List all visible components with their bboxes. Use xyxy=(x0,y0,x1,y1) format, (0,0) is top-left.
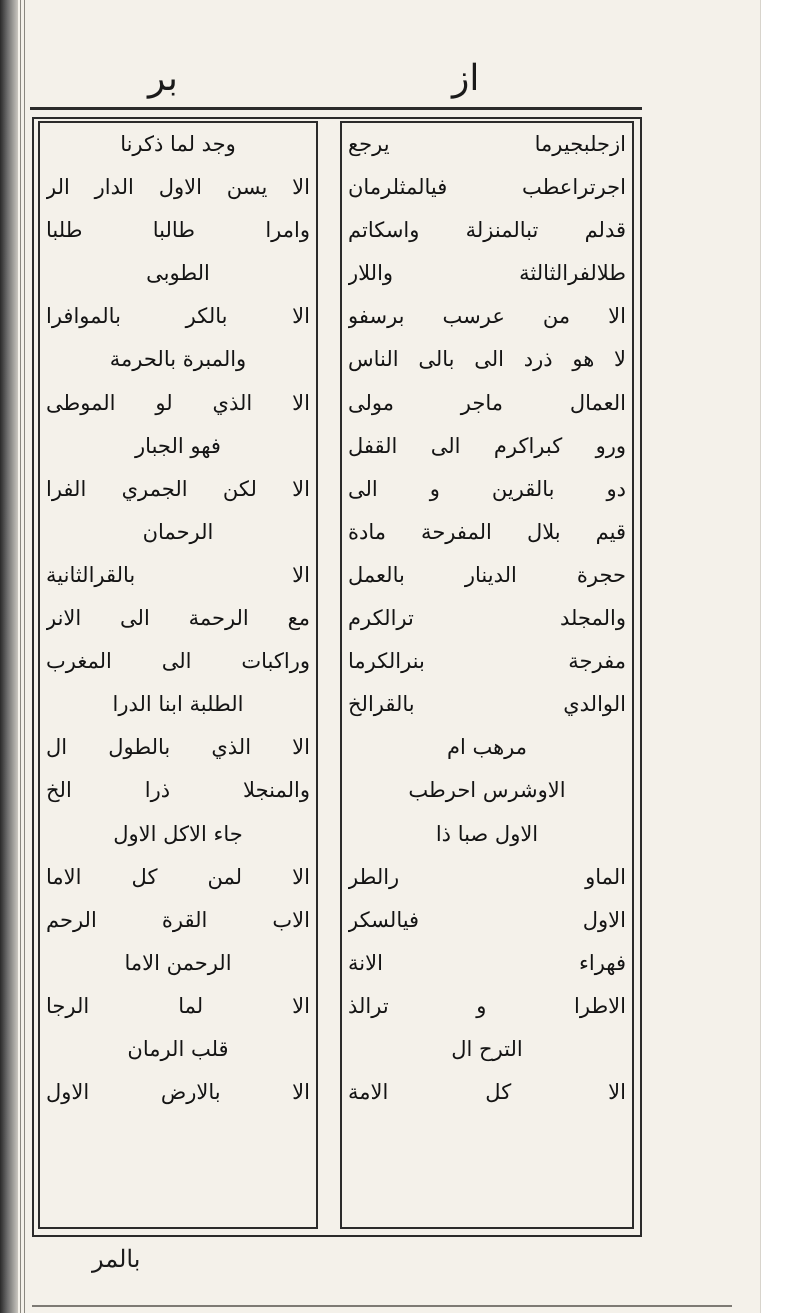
text-line: مع الرحمة الى الانر xyxy=(46,606,310,631)
text-line: الاول فيالسكر xyxy=(348,907,626,932)
text-line: الا كل الامة xyxy=(348,1080,626,1105)
text-line: وامرا طالبا طلبا xyxy=(46,218,310,243)
text-line: دو بالقرين و الى xyxy=(348,476,626,501)
text-line: الاول صبا ذا xyxy=(435,821,539,846)
text-line: فهو الجبار xyxy=(135,433,221,458)
bottom-rule xyxy=(32,1305,732,1307)
text-column-right xyxy=(340,121,634,1229)
text-line: الا من عرسب برسفو xyxy=(348,304,626,329)
text-line: والمجلد ترالكرم xyxy=(348,606,626,631)
text-line: الاب القرة الرحم xyxy=(46,907,310,932)
text-line: الا لما الرجا xyxy=(46,993,310,1018)
text-column-left xyxy=(38,121,318,1229)
text-line: جاء الاكل الاول xyxy=(113,821,243,846)
text-line: الا بالقرالثانية xyxy=(46,562,310,587)
text-line: الا الذي لو الموطى xyxy=(46,390,310,415)
text-line: الا يسن الاول الدار الر xyxy=(46,175,310,200)
top-rule xyxy=(30,107,642,110)
text-line: وراكبات الى المغرب xyxy=(46,649,310,674)
header-left-word: بر xyxy=(148,58,178,99)
text-line: قلب الرمان xyxy=(127,1036,229,1061)
header-right-word: از xyxy=(452,58,480,99)
text-line: الا لكن الجمري الفرا xyxy=(46,476,310,501)
text-line: قيم بلال المفرحة مادة xyxy=(348,519,626,544)
text-line: فهراء الانة xyxy=(348,950,626,975)
text-line: ورو كبراكرم الى القفل xyxy=(348,433,626,458)
text-line: العمال ماجر مولى xyxy=(348,390,626,415)
text-line: الطوبى xyxy=(146,261,210,286)
text-line: حجرة الدينار بالعمل xyxy=(348,562,626,587)
text-line: والمبرة بالحرمة xyxy=(109,347,247,372)
text-line: الا لمن كل الاما xyxy=(46,864,310,889)
text-line: الرحمان xyxy=(142,519,214,544)
text-line: مرهب ام xyxy=(446,735,528,760)
book-binding-edge xyxy=(0,0,18,1313)
text-line: والمنجلا ذرا الخ xyxy=(46,778,310,803)
catchword: بالمر xyxy=(92,1245,141,1273)
text-line: طلالفرالثالثة واللار xyxy=(348,261,626,286)
text-line: الرحمن الاما xyxy=(124,950,232,975)
text-line: الطلبة ابنا الدرا xyxy=(112,692,244,717)
text-line: لا هو ذرد الى بالى الناس xyxy=(348,347,626,372)
page-edge-line xyxy=(20,0,21,1313)
text-line: الترح ال xyxy=(451,1036,523,1061)
text-line: الا بالكر بالموافرا xyxy=(46,304,310,329)
text-line: وجد لما ذكرنا xyxy=(120,132,236,156)
text-line: الاطرا و ترالذ xyxy=(348,993,626,1018)
text-line: ازجلبجيرما يرجع xyxy=(348,132,626,156)
text-line: الوالدي بالقرالخ xyxy=(348,692,626,717)
text-line: اجرتراعطب فيالمثلرمان xyxy=(348,175,626,200)
text-line: قدلم تبالمنزلة واسكاتم xyxy=(348,218,626,243)
text-line: الماو رالطر xyxy=(348,864,626,889)
text-line: الاوشرس احرطب xyxy=(408,778,566,803)
page-edge-line xyxy=(24,0,25,1313)
page-margin-strip xyxy=(760,0,801,1313)
text-line: الا الذي بالطول ال xyxy=(46,735,310,760)
text-line: الا بالارض الاول xyxy=(46,1080,310,1105)
text-line: مفرجة بنرالكرما xyxy=(348,649,626,674)
